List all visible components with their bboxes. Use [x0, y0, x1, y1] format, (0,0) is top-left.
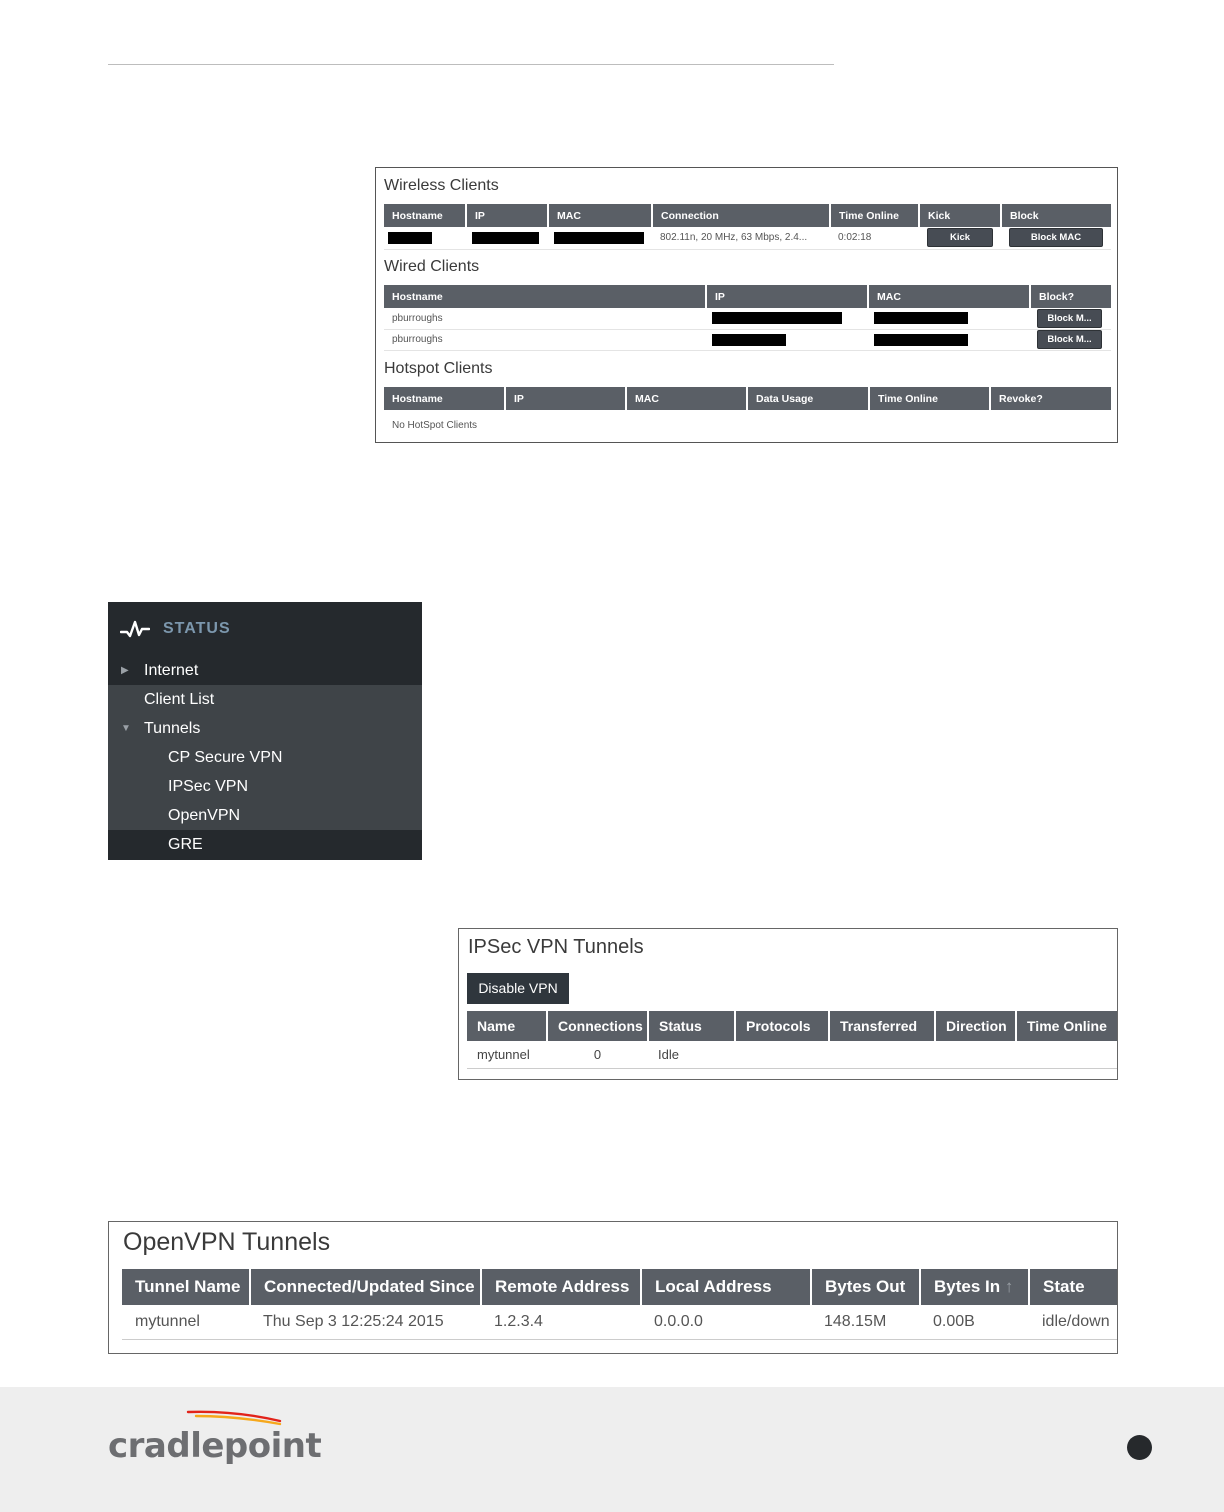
- table-row: [384, 308, 1111, 329]
- local-address-cell: 0.0.0.0: [641, 1305, 811, 1339]
- menu-item-ipsec-vpn[interactable]: [108, 772, 422, 801]
- table-row: [384, 329, 1111, 350]
- pulse-icon: [120, 619, 150, 639]
- menu-item-label: GRE: [168, 836, 203, 853]
- redacted-mac: [874, 334, 968, 346]
- column-header: Revoke?: [990, 387, 1111, 410]
- table-header-row: [384, 204, 1111, 227]
- redacted-mac: [554, 232, 644, 244]
- redacted-hostname: [388, 232, 432, 244]
- ipsec-table: [467, 1011, 1118, 1069]
- column-header[interactable]: State: [1029, 1269, 1118, 1305]
- status-heading: STATUS: [163, 620, 231, 637]
- openvpn-title: OpenVPN Tunnels: [123, 1228, 331, 1256]
- status-cell: Idle: [648, 1041, 735, 1068]
- menu-item-label: Tunnels: [144, 720, 201, 737]
- hostname-cell: pburroughs: [384, 308, 706, 329]
- wireless-clients-title: Wireless Clients: [384, 177, 499, 194]
- table-header-row: [384, 285, 1111, 308]
- ipsec-tunnels-panel: [458, 928, 1118, 1080]
- table-row: [122, 1305, 1118, 1339]
- column-header-label: Bytes In: [934, 1277, 1001, 1296]
- column-header[interactable]: Time Online: [1016, 1011, 1118, 1041]
- column-header[interactable]: Data Usage: [747, 387, 869, 410]
- menu-item-cp-secure-vpn[interactable]: [108, 743, 422, 772]
- table-row: [384, 410, 1111, 441]
- disable-vpn-button[interactable]: Disable VPN: [467, 973, 569, 1004]
- page-footer: [0, 1387, 1224, 1512]
- wireless-clients-table: [384, 204, 1111, 250]
- connection-cell: 802.11n, 20 MHz, 63 Mbps, 2.4...: [652, 227, 830, 249]
- block-mac-button[interactable]: Block M...: [1037, 330, 1102, 349]
- connections-cell: 0: [547, 1041, 648, 1068]
- ipsec-title: IPSec VPN Tunnels: [468, 936, 644, 958]
- redacted-ip: [712, 312, 842, 324]
- status-sidebar-menu: [108, 602, 422, 860]
- column-header[interactable]: Hostname: [384, 387, 505, 410]
- caret-right-icon: ▶: [121, 665, 129, 676]
- column-header[interactable]: Time Online: [830, 204, 919, 227]
- column-header[interactable]: Hostname: [384, 204, 466, 227]
- remote-address-cell: 1.2.3.4: [481, 1305, 641, 1339]
- redacted-ip: [472, 232, 539, 244]
- column-header[interactable]: Tunnel Name: [122, 1269, 250, 1305]
- openvpn-tunnels-panel: [108, 1221, 1118, 1354]
- column-header: Block: [1001, 204, 1111, 227]
- menu-item-gre[interactable]: [108, 830, 422, 860]
- table-header-row: [384, 387, 1111, 410]
- column-header[interactable]: Protocols: [735, 1011, 829, 1041]
- top-rule: [108, 64, 834, 65]
- page-marker-dot: [1127, 1435, 1152, 1460]
- status-menu-header[interactable]: [108, 602, 422, 685]
- column-header[interactable]: Transferred: [829, 1011, 935, 1041]
- openvpn-table: [122, 1269, 1118, 1340]
- table-row: [467, 1041, 1118, 1068]
- cradlepoint-logo: cradlepoint: [108, 1426, 322, 1466]
- column-header[interactable]: Local Address: [641, 1269, 811, 1305]
- column-header: Kick: [919, 204, 1001, 227]
- column-header-sorted[interactable]: [920, 1269, 1029, 1305]
- column-header: Block?: [1030, 285, 1111, 308]
- caret-down-icon: ▼: [121, 723, 131, 734]
- bytes-out-cell: 148.15M: [811, 1305, 920, 1339]
- column-header[interactable]: Connected/Updated Since: [250, 1269, 481, 1305]
- column-header[interactable]: MAC: [868, 285, 1030, 308]
- table-header-row: [467, 1011, 1118, 1041]
- redacted-ip: [712, 334, 786, 346]
- hotspot-clients-table: [384, 387, 1111, 441]
- block-mac-button[interactable]: Block MAC: [1009, 228, 1103, 247]
- tunnel-name-cell: mytunnel: [122, 1305, 250, 1339]
- hotspot-clients-title: Hotspot Clients: [384, 360, 493, 377]
- column-header[interactable]: Name: [467, 1011, 547, 1041]
- menu-item-internet[interactable]: [108, 656, 422, 685]
- column-header[interactable]: IP: [505, 387, 626, 410]
- wired-clients-table: [384, 285, 1111, 351]
- wired-clients-title: Wired Clients: [384, 258, 480, 275]
- menu-item-label: Client List: [144, 691, 215, 708]
- column-header[interactable]: Hostname: [384, 285, 706, 308]
- since-cell: Thu Sep 3 12:25:24 2015: [250, 1305, 481, 1339]
- column-header[interactable]: Direction: [935, 1011, 1016, 1041]
- menu-item-tunnels[interactable]: [108, 714, 422, 743]
- client-list-panel: [375, 167, 1118, 443]
- table-row: [384, 227, 1111, 249]
- column-header[interactable]: IP: [706, 285, 868, 308]
- column-header[interactable]: Time Online: [869, 387, 990, 410]
- column-header[interactable]: Remote Address: [481, 1269, 641, 1305]
- column-header[interactable]: Status: [648, 1011, 735, 1041]
- table-header-row: [122, 1269, 1118, 1305]
- menu-item-label: Internet: [144, 662, 199, 679]
- column-header[interactable]: Connections: [547, 1011, 648, 1041]
- column-header[interactable]: Connection: [652, 204, 830, 227]
- column-header[interactable]: MAC: [548, 204, 652, 227]
- menu-item-label: IPSec VPN: [168, 778, 249, 795]
- menu-item-openvpn[interactable]: [108, 801, 422, 830]
- column-header[interactable]: IP: [466, 204, 548, 227]
- block-mac-button[interactable]: Block M...: [1037, 309, 1102, 328]
- name-cell: mytunnel: [467, 1041, 547, 1068]
- menu-item-label: OpenVPN: [168, 807, 241, 824]
- kick-button[interactable]: Kick: [927, 228, 993, 247]
- redacted-mac: [874, 312, 968, 324]
- state-cell: idle/down: [1029, 1305, 1118, 1339]
- menu-item-client-list[interactable]: [108, 685, 422, 714]
- column-header[interactable]: Bytes Out: [811, 1269, 920, 1305]
- sort-ascending-icon: ↑: [1004, 1277, 1014, 1296]
- column-header[interactable]: MAC: [626, 387, 747, 410]
- time-online-cell: 0:02:18: [830, 227, 919, 249]
- hostname-cell: pburroughs: [384, 329, 706, 350]
- menu-item-label: CP Secure VPN: [168, 749, 283, 766]
- bytes-in-cell: 0.00B: [920, 1305, 1029, 1339]
- empty-message: No HotSpot Clients: [392, 420, 478, 431]
